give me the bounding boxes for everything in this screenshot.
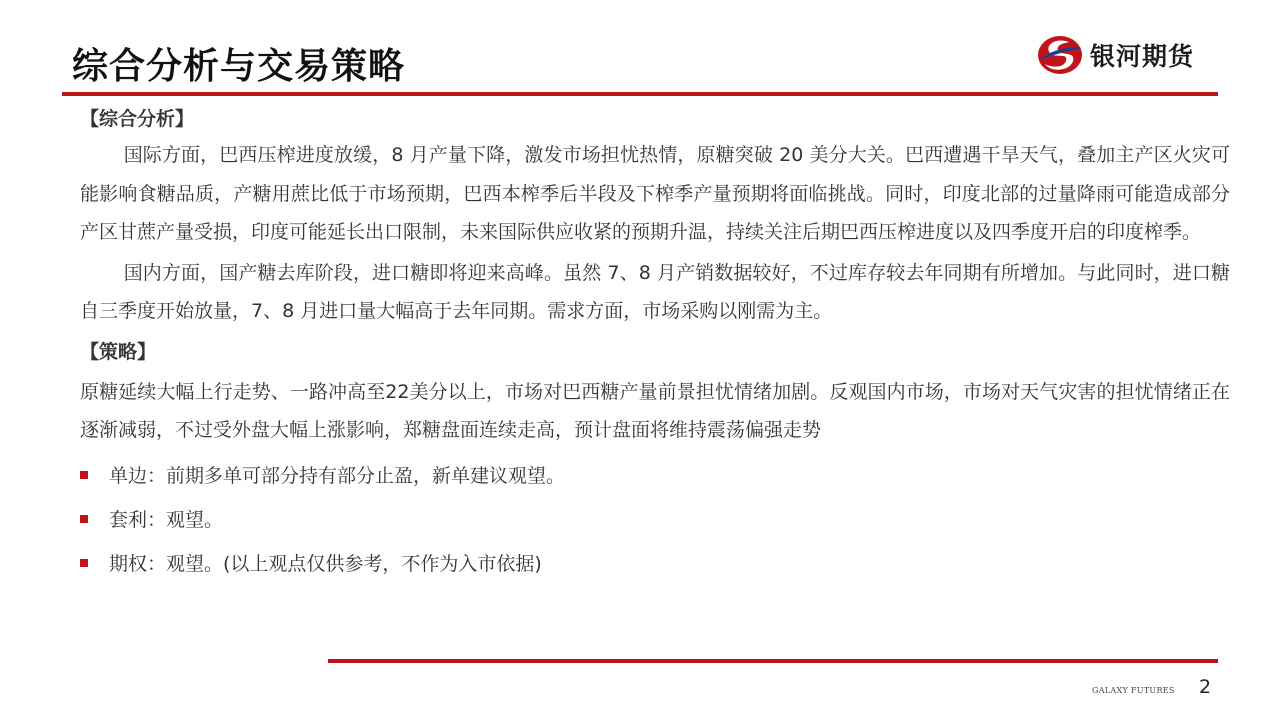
galaxy-logo-icon [1036,33,1084,77]
analysis-domestic-paragraph: 国内方面，国产糖去库阶段，进口糖即将迎来高峰。虽然 7、8 月产销数据较好，不过库存较去年同期有所增加。与此同时，进口糖自三季度开始放量，7、8 月进口量大幅高于去年同期。需求方面，市场采购以刚需为主。 [80,261,1230,322]
list-item [80,453,1230,497]
footer-divider [328,659,1218,663]
page-number: 2 [1199,676,1212,698]
strategy-summary: 原糖延续大幅上行走势、一路冲高至22美分以上，市场对巴西糖产量前景担忧情绪加剧。反观国内市场，市场对天气灾害的担忧情绪正在逐渐减弱，不过受外盘大幅上涨影响，郑糖盘面连续走高，预计盘面将维持震荡偏强走势 [80,380,1230,441]
analysis-international-paragraph: 国际方面，巴西压榨进度放缓，8 月产量下降，激发市场担忧热情，原糖突破 20 美分大关。巴西遭遇干旱天气，叠加主产区火灾可能影响食糖品质，产糖用蔗比低于市场预期，巴西本榨季后半段及下榨季产量预期将面临挑战。同时，印度北部的过量降雨可能造成部分产区甘蔗产量受损，印度可能延长出口限制，未来国际供应收紧的预期升温，持续关注后期巴西压榨进度以及四季度开启的印度榨季。 [80,144,1230,243]
logo-text: 银河期货 [1090,42,1195,71]
analysis-heading: 【综合分析】 [80,108,195,130]
bullet-square-icon [80,559,88,567]
header-divider [62,92,1218,96]
list-item [80,541,1230,585]
page-title: 综合分析与交易策略 [72,46,406,87]
strategy-arbitrage: 套利：观望。 [109,509,224,531]
list-item [80,497,1230,541]
footer-brand: GALAXY FUTURES [1092,686,1175,695]
strategy-single-side: 单边：前期多单可部分持有部分止盈，新单建议观望。 [109,465,566,487]
strategy-list [80,453,1230,585]
company-logo [1036,33,1194,77]
strategy-heading: 【策略】 [80,340,157,363]
slide-body [80,102,1230,585]
bullet-square-icon [80,515,88,523]
bullet-square-icon [80,471,88,479]
strategy-options: 期权：观望。(以上观点仅供参考，不作为入市依据) [109,553,542,575]
